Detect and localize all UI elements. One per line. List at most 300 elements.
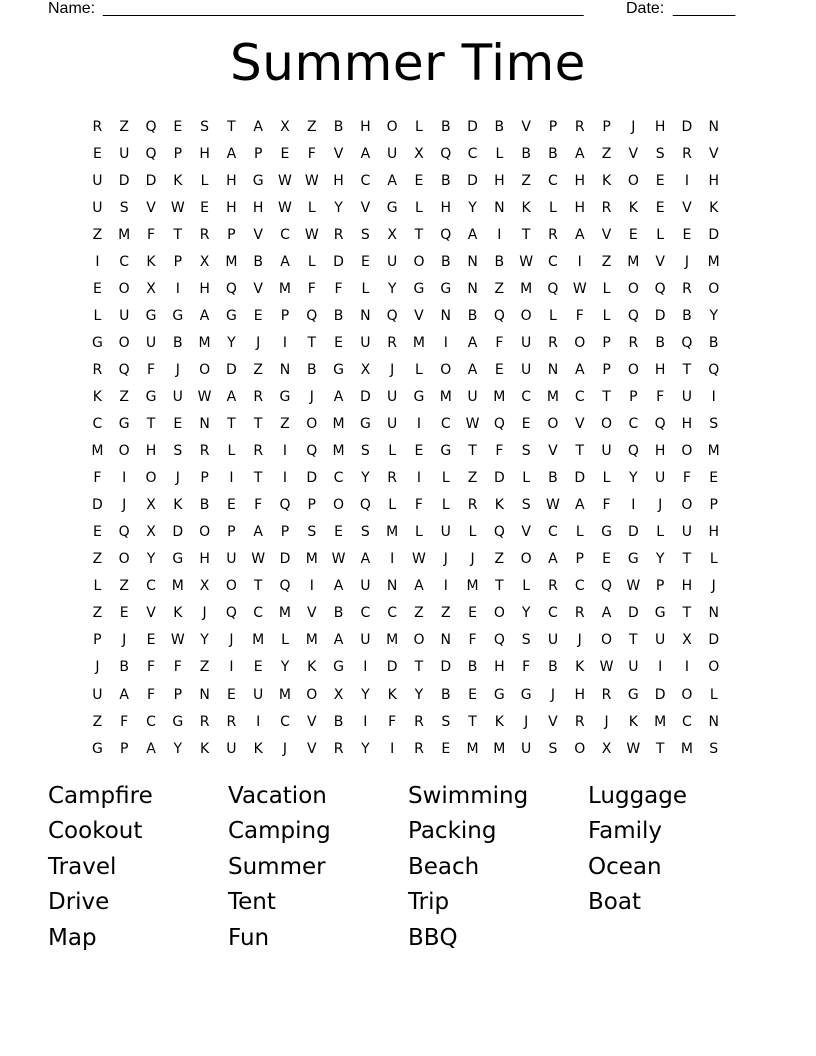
grid-letter: Y [200, 632, 209, 649]
grid-letter: R [199, 443, 210, 460]
grid-letter: K [173, 605, 183, 622]
grid-letter: F [575, 307, 584, 324]
grid-letter: Y [629, 470, 638, 487]
grid-letter: V [306, 713, 317, 730]
grid-letter: J [443, 551, 448, 568]
grid-letter: S [441, 713, 451, 730]
grid-letter: D [493, 470, 505, 487]
grid-letter: U [92, 172, 103, 189]
grid-letter: X [146, 280, 156, 297]
grid-letter: H [654, 118, 666, 135]
grid-letter: L [93, 578, 102, 595]
grid-letter: W [626, 740, 641, 757]
grid-letter: R [199, 226, 210, 243]
grid-letter: S [521, 443, 531, 460]
grid-letter: Q [547, 280, 559, 297]
grid-letter: X [360, 361, 371, 378]
grid-letter: U [387, 253, 398, 270]
grid-letter: J [122, 497, 127, 514]
grid-letter: W [251, 551, 266, 568]
grid-letter: N [708, 713, 719, 730]
grid-letter: P [173, 253, 183, 270]
word-list-item: Ocean [588, 853, 662, 880]
grid-letter: R [682, 280, 692, 297]
grid-letter: M [386, 524, 399, 541]
grid-letter: M [439, 388, 452, 405]
grid-letter: U [92, 199, 103, 216]
grid-letter: E [173, 416, 183, 433]
grid-letter: L [227, 443, 236, 460]
grid-letter: M [412, 334, 425, 351]
grid-letter: P [709, 497, 718, 514]
grid-letter: M [680, 740, 693, 757]
grid-letter: J [711, 578, 716, 595]
grid-letter: T [414, 659, 424, 676]
grid-letter: T [414, 226, 424, 243]
word-list-item: Boat [588, 889, 641, 916]
grid-letter: W [278, 172, 292, 189]
grid-letter: T [253, 578, 263, 595]
grid-letter: K [709, 199, 719, 216]
grid-letter: T [495, 578, 504, 595]
grid-letter: L [709, 551, 718, 568]
grid-letter: P [655, 578, 665, 595]
grid-letter: D [440, 659, 452, 676]
grid-letter: G [440, 280, 452, 297]
grid-letter: U [360, 334, 371, 351]
grid-letter: C [253, 605, 264, 622]
name-field-line: ______________________________________________________ [103, 0, 584, 17]
grid-letter: V [146, 199, 156, 216]
grid-letter: A [333, 578, 344, 595]
grid-letter: T [307, 334, 317, 351]
grid-letter: B [333, 118, 344, 135]
grid-letter: T [253, 470, 263, 487]
grid-letter: M [627, 253, 640, 270]
grid-letter: F [495, 334, 504, 351]
grid-letter: F [120, 713, 129, 730]
grid-letter: L [709, 686, 718, 703]
grid-letter: U [92, 686, 103, 703]
grid-letter: Z [521, 172, 531, 189]
grid-letter: E [494, 361, 504, 378]
grid-letter: I [711, 388, 716, 405]
grid-letter: D [333, 253, 344, 270]
grid-letter: K [521, 199, 531, 216]
grid-letter: T [521, 226, 531, 243]
grid-letter: D [681, 118, 693, 135]
grid-letter: Z [494, 280, 505, 297]
grid-letter: X [146, 497, 156, 514]
grid-letter: D [306, 470, 318, 487]
grid-letter: X [601, 740, 612, 757]
grid-letter: A [119, 686, 129, 703]
grid-letter: J [577, 632, 582, 649]
grid-letter: G [333, 361, 344, 378]
grid-letter: R [574, 605, 585, 622]
word-list-item: Trip [408, 889, 450, 916]
grid-letter: T [682, 551, 692, 568]
grid-letter: P [602, 118, 611, 135]
grid-letter: T [227, 416, 236, 433]
grid-letter: R [253, 443, 264, 460]
grid-letter: L [468, 524, 477, 541]
word-list-item: Camping [228, 818, 331, 845]
grid-letter: B [333, 605, 344, 622]
grid-letter: R [333, 740, 344, 757]
grid-letter: K [387, 686, 397, 703]
grid-letter: P [253, 145, 263, 162]
grid-letter: E [441, 740, 451, 757]
grid-letter: O [493, 605, 505, 622]
grid-letter: P [280, 307, 290, 324]
grid-letter: Z [199, 659, 210, 676]
grid-letter: V [548, 443, 558, 460]
grid-letter: L [602, 470, 611, 487]
grid-letter: V [574, 416, 585, 433]
grid-letter: G [413, 388, 425, 405]
grid-letter: J [631, 118, 636, 135]
grid-letter: V [521, 118, 531, 135]
grid-letter: S [360, 226, 370, 243]
grid-letter: H [333, 172, 344, 189]
grid-letter: Q [440, 226, 452, 243]
grid-letter: G [225, 307, 237, 324]
grid-letter: D [467, 172, 478, 189]
grid-letter: I [631, 497, 636, 514]
grid-letter: I [363, 713, 368, 730]
grid-letter: G [359, 416, 371, 433]
grid-letter: B [682, 307, 692, 324]
grid-letter: F [656, 388, 665, 405]
grid-letter: S [173, 443, 183, 460]
grid-letter: E [468, 686, 477, 703]
grid-letter: R [682, 145, 692, 162]
grid-letter: K [173, 172, 183, 189]
grid-letter: V [708, 145, 719, 162]
word-list [48, 778, 768, 956]
grid-letter: B [467, 659, 478, 676]
grid-letter: P [93, 632, 102, 649]
grid-letter: E [173, 118, 183, 135]
grid-letter: L [522, 470, 531, 487]
grid-letter: U [145, 334, 157, 351]
word-list-item: Fun [228, 924, 270, 951]
grid-letter: I [416, 416, 422, 433]
word-list-item: Tent [228, 889, 276, 916]
grid-letter: O [199, 361, 211, 378]
grid-letter: Z [92, 605, 103, 622]
grid-letter: R [548, 334, 558, 351]
grid-letter: D [627, 524, 639, 541]
grid-letter: Q [654, 280, 666, 297]
grid-letter: Y [655, 551, 665, 568]
grid-letter: C [467, 145, 478, 162]
grid-letter: O [627, 172, 639, 189]
grid-letter: W [412, 551, 426, 568]
grid-letter: T [146, 416, 156, 433]
grid-letter: T [575, 443, 585, 460]
grid-letter: I [390, 740, 395, 757]
grid-letter: U [467, 388, 478, 405]
grid-letter: S [307, 524, 317, 541]
date-field-line: _______ [673, 0, 736, 17]
grid-letter: M [546, 388, 559, 405]
grid-letter: N [467, 253, 478, 270]
grid-letter: A [574, 497, 585, 514]
word-list-item: Drive [48, 889, 110, 916]
grid-letter: L [281, 632, 289, 649]
grid-letter: U [521, 334, 532, 351]
grid-letter: H [199, 145, 210, 162]
grid-letter: S [709, 740, 719, 757]
grid-letter: A [467, 334, 478, 351]
grid-letter: L [549, 307, 557, 324]
grid-letter: F [254, 497, 263, 514]
grid-letter: F [146, 659, 156, 676]
grid-letter: M [118, 226, 131, 243]
grid-letter: R [92, 118, 103, 135]
grid-letter: I [229, 659, 234, 676]
grid-letter: O [118, 551, 130, 568]
grid-letter: A [226, 388, 237, 405]
grid-letter: E [709, 470, 719, 487]
grid-letter: X [199, 253, 210, 270]
word-list-item: Map [48, 924, 97, 951]
grid-letter: M [332, 416, 345, 433]
grid-letter: C [280, 226, 290, 243]
grid-letter: U [681, 524, 693, 541]
grid-letter: K [92, 388, 102, 405]
grid-letter: A [360, 145, 371, 162]
grid-letter: I [309, 578, 314, 595]
grid-letter: H [494, 659, 505, 676]
grid-letter: X [280, 118, 290, 135]
grid-letter: H [574, 199, 585, 216]
grid-letter: O [681, 497, 693, 514]
grid-letter: M [493, 388, 506, 405]
grid-letter: F [414, 497, 423, 514]
grid-letter: B [494, 253, 505, 270]
grid-letter: Z [119, 118, 129, 135]
grid-letter: N [360, 307, 371, 324]
grid-letter: A [574, 226, 585, 243]
grid-letter: G [654, 605, 666, 622]
grid-letter: T [468, 713, 477, 730]
grid-letter: Q [627, 307, 639, 324]
grid-letter: N [547, 361, 559, 378]
grid-letter: M [225, 253, 238, 270]
grid-letter: N [386, 578, 398, 595]
grid-letter: A [199, 307, 210, 324]
grid-letter: S [655, 145, 665, 162]
grid-letter: I [95, 253, 100, 270]
grid-letter: D [92, 497, 103, 514]
grid-letter: F [146, 226, 156, 243]
grid-letter: U [440, 524, 451, 541]
grid-letter: V [306, 740, 317, 757]
grid-letter: S [709, 416, 719, 433]
grid-letter: W [599, 659, 614, 676]
grid-letter: R [548, 226, 558, 243]
grid-letter: W [304, 172, 319, 189]
grid-letter: R [387, 470, 398, 487]
grid-letter: Y [468, 199, 477, 216]
grid-letter: J [122, 632, 127, 649]
grid-letter: X [199, 578, 210, 595]
grid-letter: T [173, 226, 183, 243]
word-list-item: Travel [48, 853, 117, 880]
grid-letter: E [226, 686, 236, 703]
grid-letter: U [360, 578, 371, 595]
grid-letter: C [628, 416, 639, 433]
grid-letter: Y [361, 470, 370, 487]
grid-letter: N [279, 361, 291, 378]
grid-letter: Z [253, 361, 263, 378]
grid-letter: M [466, 740, 479, 757]
grid-letter: U [360, 632, 371, 649]
grid-letter: O [520, 307, 532, 324]
grid-letter: Q [225, 280, 237, 297]
grid-letter: L [549, 199, 557, 216]
grid-letter: Q [601, 578, 613, 595]
word-list-item: Swimming [408, 782, 529, 809]
grid-letter: S [119, 199, 129, 216]
grid-letter: U [119, 307, 130, 324]
grid-letter: O [681, 443, 693, 460]
grid-letter: M [386, 632, 399, 649]
grid-letter: E [92, 280, 102, 297]
grid-letter: M [654, 713, 667, 730]
grid-letter: K [601, 172, 612, 189]
grid-letter: R [601, 199, 612, 216]
grid-letter: L [441, 470, 450, 487]
grid-letter: K [253, 740, 263, 757]
word-list-item: Vacation [228, 782, 327, 809]
name-label: Name: [48, 0, 96, 17]
grid-letter: G [627, 551, 639, 568]
grid-letter: O [118, 443, 130, 460]
grid-letter: W [278, 199, 292, 216]
grid-letter: M [332, 443, 345, 460]
grid-letter: U [655, 632, 666, 649]
grid-letter: G [279, 388, 291, 405]
grid-letter: O [520, 551, 532, 568]
grid-letter: P [227, 524, 236, 541]
grid-letter: E [521, 416, 531, 433]
grid-letter: C [682, 713, 692, 730]
grid-letter: P [280, 524, 290, 541]
grid-letter: M [466, 578, 479, 595]
grid-letter: E [92, 524, 102, 541]
grid-letter: E [226, 497, 236, 514]
grid-letter: F [468, 632, 477, 649]
grid-letter: V [655, 253, 665, 270]
grid-letter: U [521, 361, 532, 378]
grid-letter: Y [709, 307, 718, 324]
grid-letter: H [199, 551, 210, 568]
grid-letter: P [629, 388, 638, 405]
grid-letter: I [658, 659, 663, 676]
grid-letter: R [226, 713, 237, 730]
grid-letter: X [387, 226, 397, 243]
grid-letter: Q [306, 307, 318, 324]
grid-letter: B [548, 659, 558, 676]
grid-letter: I [684, 172, 689, 189]
grid-letter: T [602, 388, 611, 405]
grid-letter: I [282, 470, 288, 487]
grid-letter: B [199, 497, 210, 514]
grid-letter: G [91, 740, 103, 757]
grid-letter: M [171, 578, 184, 595]
grid-letter: Y [280, 659, 290, 676]
grid-letter: O [547, 416, 559, 433]
grid-letter: Q [708, 361, 720, 378]
grid-letter: D [654, 307, 666, 324]
grid-letter: A [146, 740, 156, 757]
grid-letter: B [548, 470, 558, 487]
grid-letter: E [655, 172, 665, 189]
grid-letter: C [574, 578, 585, 595]
grid-letter: M [305, 632, 318, 649]
grid-letter: C [119, 253, 130, 270]
grid-letter: C [360, 605, 371, 622]
grid-letter: H [226, 199, 237, 216]
grid-letter: Z [494, 551, 505, 568]
grid-letter: O [333, 497, 345, 514]
grid-letter: W [197, 388, 212, 405]
grid-letter: O [601, 632, 613, 649]
grid-letter: A [333, 632, 344, 649]
grid-letter: O [627, 280, 639, 297]
grid-letter: B [467, 307, 478, 324]
grid-letter: W [170, 632, 185, 649]
grid-letter: Q [118, 361, 130, 378]
page-title: Summer Time [230, 34, 586, 92]
grid-letter: M [278, 280, 292, 297]
grid-letter: H [494, 172, 505, 189]
grid-letter: L [415, 118, 423, 135]
grid-letter: D [118, 172, 130, 189]
grid-letter: P [602, 334, 611, 351]
grid-letter: U [547, 632, 559, 649]
grid-letter: N [440, 307, 451, 324]
grid-letter: S [548, 740, 558, 757]
grid-letter: Q [493, 632, 505, 649]
grid-letter: M [278, 605, 292, 622]
grid-letter: F [334, 280, 343, 297]
grid-letter: M [198, 334, 211, 351]
grid-letter: U [387, 388, 398, 405]
grid-letter: Q [654, 416, 666, 433]
grid-letter: A [226, 145, 237, 162]
grid-letter: W [331, 551, 346, 568]
grid-letter: C [333, 470, 344, 487]
grid-letter: G [440, 443, 452, 460]
grid-letter: A [253, 524, 263, 541]
grid-letter: W [572, 280, 587, 297]
grid-letter: G [493, 686, 505, 703]
worksheet-header [48, 0, 748, 20]
grid-letter: B [333, 307, 344, 324]
grid-letter: I [363, 659, 368, 676]
grid-letter: G [252, 172, 264, 189]
grid-letter: D [708, 226, 720, 243]
grid-letter: H [681, 416, 693, 433]
grid-letter: B [253, 253, 263, 270]
grid-letter: Y [173, 740, 183, 757]
grid-letter: V [414, 307, 424, 324]
